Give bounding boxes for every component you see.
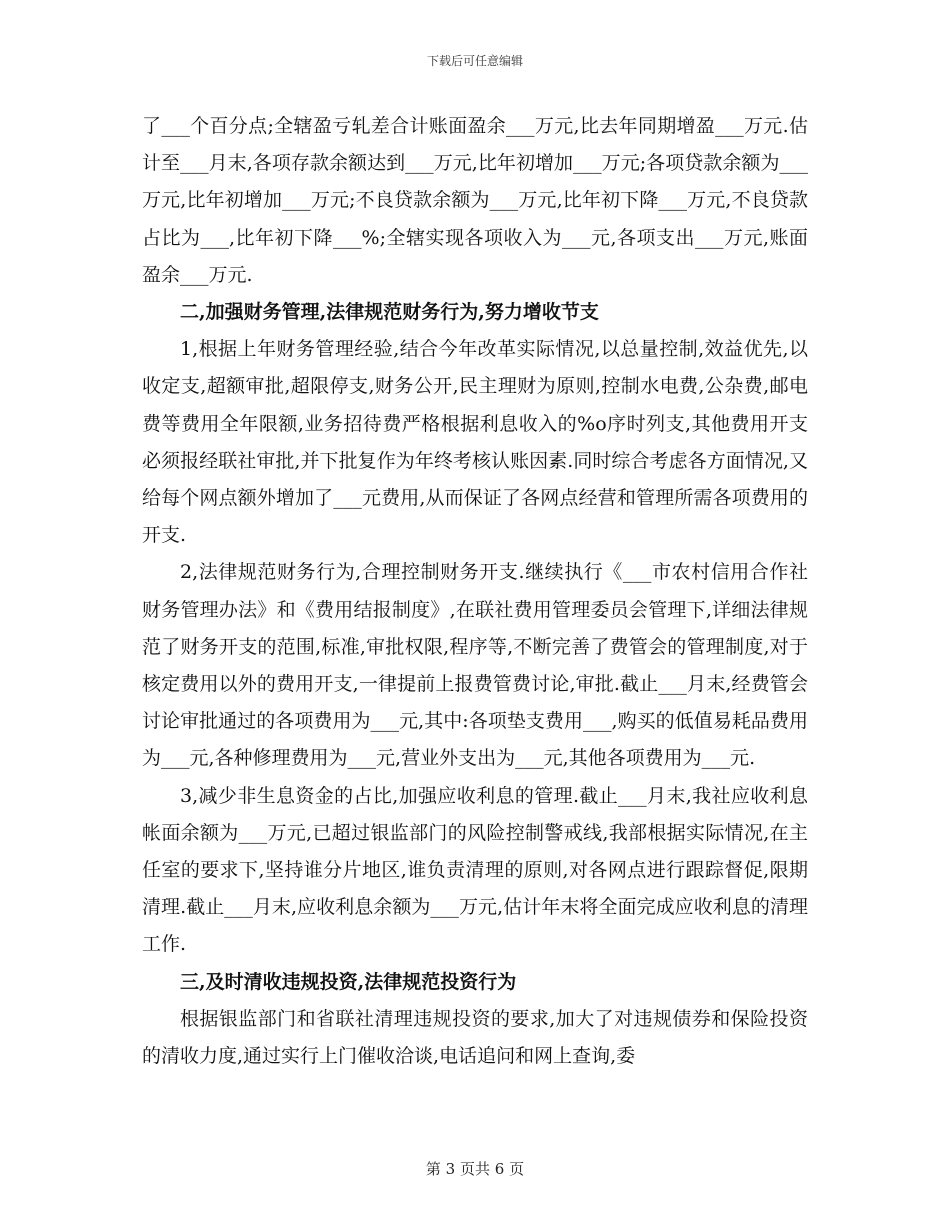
section-heading-2: 二,加强财务管理,法律规范财务行为,努力增收节支	[180, 301, 599, 324]
page-header: 下载后可任意编辑	[426, 54, 523, 68]
section-heading-3: 三,及时清收违规投资,法律规范投资行为	[180, 970, 517, 993]
paragraph-investment: 根据银监部门和省联社清理违规投资的要求,加大了对违规债券和保险投资的清收力度,通过实行上门催收洽谈,电话追问和网上查询,委	[142, 1007, 808, 1068]
paragraph-item-3: 3,减少非生息资金的占比,加强应收利息的管理.截止___月末,我社应收利息帐面余额为___万元,已超过银监部门的风险控制警戒线,我部根据实际情况,在主任室的要求下,坚持谁分片地区,谁负责清理的原则,对各网点进行跟踪督促,限期清理.截止___月末,应收利息余额为___万元,估计年末将全面完成应收利息的清理工作.	[142, 784, 808, 956]
document-body	[142, 108, 808, 1075]
paragraph-item-2: 2,法律规范财务行为,合理控制财务开支.继续执行《___市农村信用合作社财务管理办法》和《费用结报制度》,在联社费用管理委员会管理下,详细法律规范了财务开支的范围,标准,审批权限,程序等,不断完善了费管会的管理制度,对于核定费用以外的费用开支,一律提前上报费管费讨论,审批.截止___月末,经费管会讨论审批通过的各项费用为___元,其中:各项垫支费用___,购买的低值易耗品费用为___元,各种修理费用为___元,营业外支出为___元,其他各项费用为___元.	[142, 561, 808, 770]
page-footer: 第 3 页共 6 页	[425, 1160, 525, 1178]
paragraph-continuation: 了___个百分点;全辖盈亏轧差合计账面盈余___万元,比去年同期增盈___万元.估计至___月末,各项存款余额达到___万元,比年初增加___万元;各项贷款余额为___万元,比年初增加___万元;不良贷款余额为___万元,比年初下降___万元,不良贷款占比为___,比年初下降___%;全辖实现各项收入为___元,各项支出___万元,账面盈余___万元.	[142, 115, 808, 286]
paragraph-item-1: 1,根据上年财务管理经验,结合今年改革实际情况,以总量控制,效益优先,以收定支,超额审批,超限停支,财务公开,民主理财为原则,控制水电费,公杂费,邮电费等费用全年限额,业务招待费严格根据利息收入的%o序时列支,其他费用开支必须报经联社审批,并下批复作为年终考核认账因素.同时综合考虑各方面情况,又给每个网点额外增加了___元费用,从而保证了各网点经营和管理所需各项费用的开支.	[142, 338, 808, 547]
